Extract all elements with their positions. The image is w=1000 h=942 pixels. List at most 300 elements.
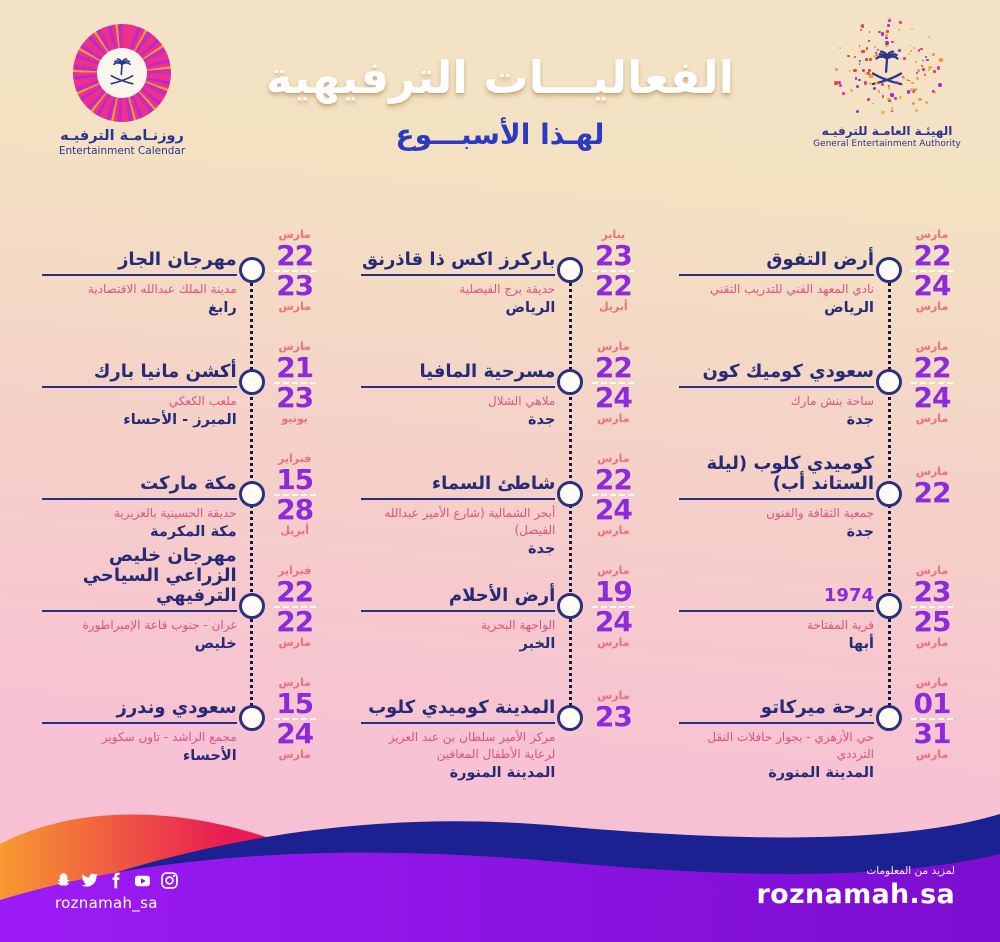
timeline-node-icon (239, 369, 265, 395)
timeline-node-icon (239, 481, 265, 507)
firework-dot (881, 83, 884, 86)
month-label: مارس (597, 636, 630, 649)
month-label: مارس (915, 412, 949, 425)
firework-dot (934, 91, 936, 93)
event-underline (361, 722, 556, 724)
firework-dot (899, 96, 902, 99)
firework-dot (924, 74, 926, 76)
month-label: مارس (915, 636, 949, 649)
event-underline (42, 386, 237, 388)
firework-dot (869, 31, 871, 33)
header-titles (200, 52, 800, 151)
month-label: مارس (915, 300, 949, 313)
timeline-node-icon (557, 705, 583, 731)
timeline-node-wrap (555, 452, 585, 564)
firework-dot (866, 47, 868, 49)
day-number: 23 (594, 239, 632, 272)
firework-dot (865, 58, 868, 61)
timeline-node-wrap (874, 676, 904, 788)
event-city: الرياض (505, 299, 556, 316)
firework-dot (854, 56, 856, 58)
firework-dot (913, 47, 915, 49)
event-card (40, 228, 323, 340)
day-number: 22 (913, 476, 951, 509)
event-city: رابغ (208, 299, 237, 316)
info-label: لمزيد من المعلومات (866, 865, 955, 877)
event-card (359, 564, 642, 676)
timeline-node-icon (239, 257, 265, 283)
event-venue: أبحر الشمالية (شارع الأمير عبدالله الفيصل) (384, 506, 556, 537)
event-card (677, 452, 960, 564)
event-dates (585, 452, 641, 564)
firework-dot (914, 88, 917, 91)
timeline-node-wrap (237, 228, 267, 340)
day-number: 24 (913, 269, 951, 302)
event-title: كوميدي كلوب (ليلة الستاند أب) (706, 452, 874, 494)
month-label: مارس (915, 676, 949, 689)
social-block (55, 872, 178, 912)
day-number: 25 (913, 605, 951, 638)
firework-dot (939, 58, 942, 61)
firework-dot (864, 81, 867, 84)
firework-dot (862, 69, 865, 72)
firework-dot (850, 89, 853, 92)
event-text (359, 452, 556, 564)
day-number: 24 (594, 381, 632, 414)
event-venue: مركز الأمير سلطان بن عبد العزيز لرعاية الأطفال المعاقين (388, 730, 556, 761)
event-dates (267, 676, 323, 788)
firework-dot (886, 30, 889, 33)
event-text (359, 564, 556, 676)
firework-dot (834, 81, 838, 85)
event-title: المدينة كوميدي كلوب (368, 696, 556, 718)
event-city: المدينة المنورة (768, 764, 874, 781)
month-label: مارس (597, 452, 630, 465)
day-number: 24 (913, 381, 951, 414)
event-text (359, 228, 556, 340)
timeline-node-wrap (555, 564, 585, 676)
month-label: مارس (915, 228, 949, 241)
event-underline (42, 610, 237, 612)
firework-dot (856, 85, 859, 88)
firework-dot (922, 68, 925, 71)
snapchat-icon (55, 872, 72, 889)
month-label: مارس (915, 748, 949, 761)
month-label: مارس (597, 689, 630, 702)
event-city: المدينة المنورة (449, 764, 556, 781)
timeline-node-wrap (555, 676, 585, 788)
event-venue: حديقة برج الفيصلية (459, 282, 556, 296)
event-venue: مجمع الراشد - تاون سكوير (101, 730, 237, 744)
day-number: 24 (594, 605, 632, 638)
day-number: 22 (276, 605, 314, 638)
firework-dot (916, 77, 919, 80)
event-venue: حي الأزهري - بجوار حافلات النقل الترددي (707, 730, 874, 761)
event-card (40, 676, 323, 788)
firework-dot (874, 46, 876, 48)
event-dates (585, 564, 641, 676)
month-label: مارس (597, 524, 630, 537)
event-underline (361, 386, 556, 388)
event-text (359, 340, 556, 452)
firework-dot (915, 61, 918, 64)
event-underline (679, 274, 874, 276)
timeline-node-wrap (555, 340, 585, 452)
event-underline (679, 722, 874, 724)
roznamah-emblem-background (97, 48, 147, 98)
day-number: 21 (276, 351, 314, 384)
social-icons-row (55, 872, 178, 889)
firework-dot (872, 103, 874, 105)
month-label: مارس (278, 228, 311, 241)
day-number: 22 (594, 269, 632, 302)
firework-dot (921, 65, 923, 67)
firework-dot (859, 45, 861, 47)
events-grid (40, 228, 960, 788)
youtube-icon (133, 873, 152, 889)
event-title: مسرحية المافيا (419, 360, 556, 382)
day-number: 24 (594, 493, 632, 526)
timeline-node-wrap (555, 228, 585, 340)
timeline-node-wrap (874, 340, 904, 452)
firework-dot (860, 29, 862, 31)
event-dates (585, 676, 641, 788)
firework-dot (907, 90, 911, 94)
month-label: مارس (278, 636, 311, 649)
event-card (40, 340, 323, 452)
timeline-node-wrap (874, 228, 904, 340)
event-card (40, 544, 323, 676)
month-label: فبراير (278, 564, 312, 577)
day-number: 15 (276, 687, 314, 720)
palm-and-swords-icon (106, 57, 138, 89)
event-venue: ساحة بنش مارك (790, 394, 874, 408)
timeline-node-icon (239, 593, 265, 619)
event-venue: جمعية الثقافة والفنون (766, 506, 874, 520)
event-dates (267, 228, 323, 340)
firework-dot (861, 24, 865, 28)
firework-dot (875, 52, 877, 54)
event-card (677, 676, 960, 788)
firework-dot (855, 77, 857, 79)
day-number: 23 (594, 700, 632, 733)
firework-dot (838, 81, 841, 84)
event-card (359, 340, 642, 452)
event-venue: قرية المفتاحة (806, 618, 874, 632)
firework-dot (839, 84, 842, 87)
timeline-node-icon (239, 705, 265, 731)
timeline-node-wrap (237, 676, 267, 788)
page-title: الفعاليـــات الترفيهية (265, 51, 735, 104)
timeline-node-icon (876, 257, 902, 283)
day-number: 24 (276, 717, 314, 750)
month-label: مارس (915, 465, 949, 478)
timeline-node-icon (557, 593, 583, 619)
timeline-node-icon (557, 481, 583, 507)
event-dates (267, 340, 323, 452)
firework-dot (938, 83, 942, 87)
month-label: فبراير (278, 452, 312, 465)
event-venue: الواجهة البحرية (480, 618, 556, 632)
event-title: مهرجان خليص الزراعي السياحي الترفيهي (82, 544, 237, 606)
event-dates (904, 452, 960, 564)
firework-dot (873, 55, 875, 57)
event-dates (904, 228, 960, 340)
events-column-middle (359, 228, 642, 788)
event-dates (267, 564, 323, 676)
firework-dot (887, 24, 890, 27)
gea-name-english: General Entertainment Authority (813, 139, 961, 149)
month-label: مارس (915, 564, 949, 577)
firework-dot (898, 49, 900, 51)
event-title: برحة ميركاتو (760, 696, 874, 718)
timeline-node-wrap (237, 452, 267, 564)
firework-dot (853, 69, 856, 72)
event-text (677, 340, 874, 452)
firework-dot (911, 82, 914, 85)
event-dates (585, 228, 641, 340)
firework-dot (885, 41, 889, 45)
firework-dot (891, 107, 893, 109)
event-dates (585, 340, 641, 452)
firework-dot (937, 66, 940, 69)
day-number: 31 (913, 717, 951, 750)
roznamah-logo (42, 24, 202, 157)
firework-dot (849, 70, 851, 72)
timeline-node-icon (557, 257, 583, 283)
fireworks-icon (829, 18, 945, 122)
event-dates (904, 676, 960, 788)
footer (0, 792, 1000, 942)
firework-dot (882, 95, 884, 97)
event-underline (679, 610, 874, 612)
firework-dot (925, 56, 927, 58)
firework-dot (892, 110, 894, 112)
event-city: مكة المكرمة (150, 523, 237, 540)
event-title: أرض التفوق (766, 248, 874, 270)
event-venue: ملعب الكعكي (168, 394, 237, 408)
event-venue: غران - جنوب قاعة الإمبراطورة (82, 618, 237, 632)
firework-dot (925, 101, 928, 104)
timeline-node-wrap (237, 564, 267, 676)
day-number: 15 (276, 463, 314, 496)
event-text (677, 228, 874, 340)
firework-dot (869, 82, 872, 85)
day-number: 22 (594, 351, 632, 384)
firework-dot (891, 41, 893, 43)
event-card (677, 228, 960, 340)
month-label: مارس (278, 340, 311, 353)
firework-dot (867, 98, 870, 101)
gea-logo (802, 18, 972, 149)
event-title: 1974 (823, 584, 874, 606)
timeline-node-icon (876, 481, 902, 507)
firework-dot (926, 59, 928, 61)
firework-dot (858, 79, 861, 82)
timeline-node-wrap (237, 340, 267, 452)
roznamah-name-arabic: روزنـامـة الترفيـه (60, 128, 184, 144)
firework-dot (898, 29, 900, 31)
day-number: 19 (594, 575, 632, 608)
instagram-icon (161, 872, 178, 889)
firework-dot (888, 19, 891, 22)
firework-dot (856, 110, 859, 113)
month-label: أبريل (280, 524, 310, 537)
timeline-node-icon (876, 369, 902, 395)
day-number: 23 (276, 269, 314, 302)
firework-dot (932, 53, 935, 56)
event-city: المبرز - الأحساء (123, 411, 237, 428)
firework-dot (859, 63, 861, 65)
event-venue: ملاهي الشلال (488, 394, 556, 408)
event-underline (42, 722, 237, 724)
firework-dot (894, 97, 897, 100)
firework-dot (842, 92, 845, 95)
event-title: سعودي وندرز (116, 696, 237, 718)
firework-dot (909, 45, 911, 47)
month-label: مارس (278, 748, 311, 761)
event-title: مكة ماركت (140, 472, 237, 494)
firework-dot (868, 69, 870, 71)
event-city: خليص (194, 635, 237, 652)
day-number: 28 (276, 493, 314, 526)
firework-dot (903, 57, 905, 59)
firework-dot (933, 70, 936, 73)
month-label: مارس (597, 340, 630, 353)
firework-dot (903, 77, 905, 79)
firework-dot (908, 53, 910, 55)
day-number: 01 (913, 687, 951, 720)
firework-dot (918, 98, 921, 101)
firework-dot (885, 37, 888, 40)
firework-dot (881, 111, 884, 114)
firework-dot (859, 60, 861, 62)
firework-dot (899, 21, 902, 24)
info-block (757, 865, 955, 910)
firework-dot (881, 32, 885, 36)
timeline-node-icon (876, 705, 902, 731)
event-text (40, 340, 237, 452)
events-column-right (677, 228, 960, 788)
timeline-node-icon (876, 593, 902, 619)
event-text (40, 544, 237, 676)
social-handle: roznamah_sa (55, 894, 158, 912)
event-text (40, 676, 237, 788)
event-title: باركرز اكس ذا قاذرنق (362, 248, 556, 270)
day-number: 22 (276, 239, 314, 272)
month-label: مارس (597, 564, 630, 577)
firework-dot (928, 36, 930, 38)
firework-dot (868, 40, 870, 42)
day-number: 22 (276, 575, 314, 608)
event-city: جدة (527, 411, 556, 428)
roznamah-swirl-icon (73, 24, 171, 122)
twitter-icon (81, 872, 98, 889)
day-number: 23 (276, 381, 314, 414)
month-label: مارس (915, 340, 949, 353)
event-venue: حديقة الحسينية بالعزيزية (113, 506, 237, 520)
event-dates (904, 340, 960, 452)
event-title: مهرجان الجاز (118, 248, 237, 270)
gea-name-arabic: الهيئـة العامـة للترفيـه (821, 124, 953, 138)
month-label: مارس (278, 676, 311, 689)
event-city: الأحساء (182, 747, 237, 764)
month-label: يناير (601, 228, 626, 241)
firework-dot (916, 72, 918, 74)
event-underline (42, 274, 237, 276)
roznamah-name-english: Entertainment Calendar (58, 145, 186, 157)
facebook-icon (107, 872, 124, 889)
month-label: أبريل (598, 300, 628, 313)
event-dates (267, 452, 323, 564)
month-label: يونيو (281, 412, 308, 425)
timeline-node-icon (557, 369, 583, 395)
event-venue: نادي المعهد الفني للتدريب التقني (710, 282, 874, 296)
event-underline (361, 610, 556, 612)
firework-dot (847, 55, 849, 57)
event-city: أبها (848, 635, 874, 652)
firework-dot (887, 98, 890, 101)
event-underline (361, 274, 556, 276)
firework-dot (910, 50, 912, 52)
event-city: جدة (527, 540, 556, 557)
timeline-node-wrap (874, 564, 904, 676)
event-dates (904, 564, 960, 676)
event-text (677, 452, 874, 564)
firework-dot (915, 109, 918, 112)
firework-dot (929, 66, 931, 68)
event-city: جدة (846, 411, 874, 428)
event-card (677, 564, 960, 676)
event-title: شاطئ السماء (431, 472, 556, 494)
event-text (40, 228, 237, 340)
firework-dot (869, 58, 872, 61)
event-card (359, 676, 642, 788)
day-number: 22 (913, 351, 951, 384)
event-card (677, 340, 960, 452)
firework-dot (835, 68, 838, 71)
event-underline (679, 386, 874, 388)
month-label: مارس (278, 300, 311, 313)
event-title: سعودي كوميك كون (702, 360, 874, 382)
firework-dot (917, 69, 920, 72)
event-underline (361, 498, 556, 500)
month-label: مارس (597, 412, 630, 425)
event-text (677, 564, 874, 676)
event-underline (679, 498, 874, 500)
event-text (359, 676, 556, 788)
events-column-left (40, 228, 323, 788)
event-title: أرض الأحلام (448, 584, 556, 606)
event-city: الخبر (519, 635, 556, 652)
event-title: أكشن مانيا بارك (93, 360, 237, 382)
firework-dot (922, 60, 924, 62)
event-city: الرياض (824, 299, 874, 316)
firework-dot (878, 90, 881, 93)
event-card (359, 228, 642, 340)
day-number: 22 (594, 463, 632, 496)
timeline-node-wrap (874, 452, 904, 564)
event-text (677, 676, 874, 788)
firework-dot (885, 34, 888, 37)
day-number: 23 (913, 575, 951, 608)
firework-dot (928, 69, 930, 71)
firework-dot (911, 28, 913, 30)
firework-dot (908, 80, 910, 82)
page-subtitle: لهـذا الأسبـــوع (395, 117, 605, 151)
event-card (359, 452, 642, 564)
firework-dot (839, 47, 841, 49)
